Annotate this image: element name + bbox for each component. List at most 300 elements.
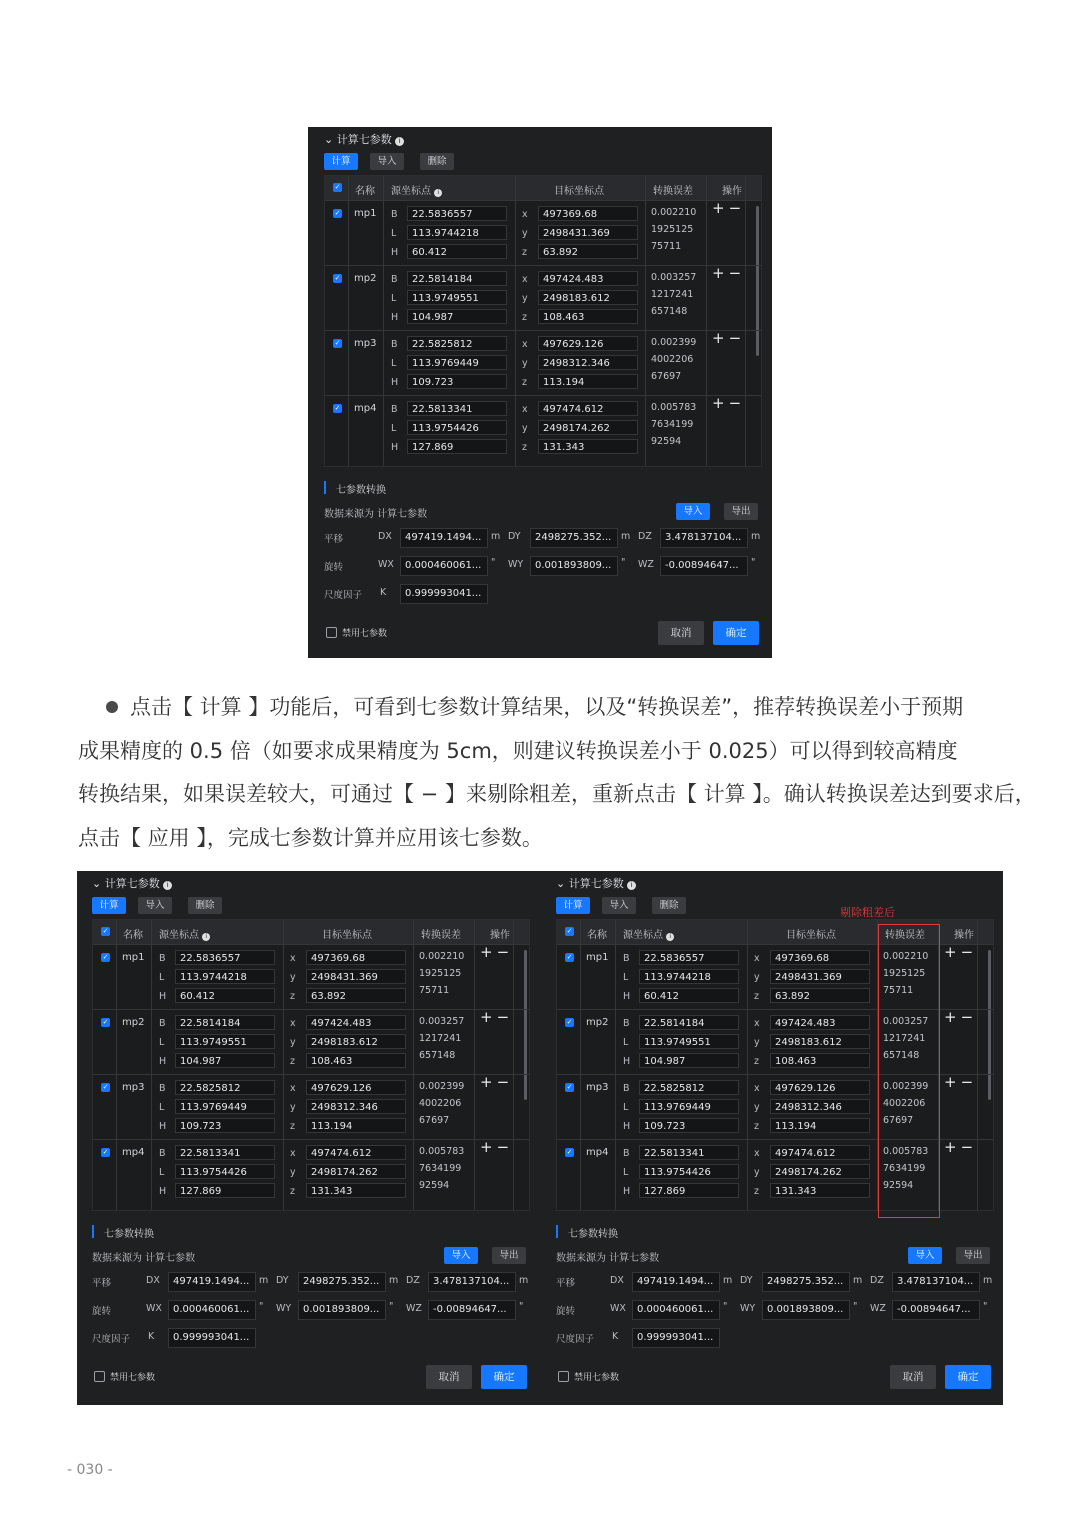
l-label: L bbox=[159, 972, 165, 983]
confirm-button[interactable]: 确定 bbox=[713, 621, 759, 645]
dz-input[interactable]: 3.478137104... bbox=[428, 1272, 516, 1292]
x-label: x bbox=[522, 274, 528, 285]
add-icon[interactable]: + bbox=[944, 1008, 961, 1026]
h-label: H bbox=[159, 1186, 167, 1197]
rotation-label: 旋转 bbox=[556, 1306, 576, 1317]
point-name: mp4 bbox=[586, 1147, 609, 1158]
select-all-checkbox[interactable]: ✓ bbox=[102, 927, 109, 935]
z-label: z bbox=[754, 1186, 759, 1197]
header-source: 源坐标点 i bbox=[159, 926, 210, 941]
info-icon[interactable]: i bbox=[395, 137, 404, 146]
target-z-input[interactable]: 131.343 bbox=[770, 1183, 870, 1198]
target-x-input[interactable]: 497369.68 bbox=[770, 950, 870, 965]
disable-label: 禁用七参数 bbox=[110, 1373, 156, 1383]
source-b-input[interactable]: 22.5814184 bbox=[639, 1015, 739, 1030]
row-checkbox[interactable]: ✓ bbox=[566, 1018, 573, 1026]
z-label: z bbox=[754, 991, 759, 1002]
b-label: B bbox=[159, 1018, 166, 1029]
bullet-icon bbox=[106, 701, 118, 713]
z-label: z bbox=[522, 312, 527, 323]
point-name: mp1 bbox=[122, 952, 145, 963]
source-b-input[interactable]: 22.5813341 bbox=[175, 1145, 275, 1160]
table-row[interactable] bbox=[325, 200, 761, 266]
source-h-input[interactable]: 60.412 bbox=[407, 244, 507, 259]
source-l-input[interactable]: 113.9769449 bbox=[407, 355, 507, 370]
source-h-input[interactable]: 60.412 bbox=[639, 988, 739, 1003]
k-input[interactable]: 0.999993041... bbox=[400, 584, 488, 604]
row-ops bbox=[944, 1008, 977, 1026]
target-y-input[interactable]: 2498431.369 bbox=[538, 225, 638, 240]
table-row[interactable] bbox=[325, 265, 761, 331]
import-button[interactable]: 导入 bbox=[370, 153, 404, 170]
target-z-input[interactable]: 108.463 bbox=[538, 309, 638, 324]
target-x-input[interactable]: 497424.483 bbox=[770, 1015, 870, 1030]
source-l-input[interactable]: 113.9744218 bbox=[407, 225, 507, 240]
target-x-input[interactable]: 497629.126 bbox=[306, 1080, 406, 1095]
wx-input[interactable]: 0.000460061... bbox=[400, 556, 488, 576]
translation-label: 平移 bbox=[324, 534, 344, 545]
row-checkbox[interactable]: ✓ bbox=[102, 1148, 109, 1156]
remove-icon[interactable]: − bbox=[496, 1073, 514, 1091]
table-header bbox=[93, 920, 529, 944]
header-ops: 操作 bbox=[954, 930, 974, 941]
add-icon[interactable]: + bbox=[712, 264, 729, 282]
add-icon[interactable]: + bbox=[480, 1138, 497, 1156]
source-b-input[interactable]: 22.5825812 bbox=[407, 336, 507, 351]
wx-label: WX bbox=[378, 559, 394, 570]
target-x-input[interactable]: 497424.483 bbox=[538, 271, 638, 286]
table-row[interactable] bbox=[93, 1074, 529, 1140]
target-y-input[interactable]: 2498312.346 bbox=[538, 355, 638, 370]
target-x-input[interactable]: 497424.483 bbox=[306, 1015, 406, 1030]
z-label: z bbox=[290, 1121, 295, 1132]
add-icon[interactable]: + bbox=[480, 1008, 497, 1026]
y-label: y bbox=[290, 972, 296, 983]
wy-unit: " bbox=[853, 1301, 858, 1312]
header-name: 名称 bbox=[587, 930, 607, 941]
panel-header[interactable] bbox=[324, 131, 404, 147]
panel-title: 计算七参数 bbox=[568, 877, 624, 890]
import-button[interactable]: 导入 bbox=[138, 897, 172, 914]
target-x-input[interactable]: 497629.126 bbox=[538, 336, 638, 351]
header-source: 源坐标点 i bbox=[391, 182, 442, 197]
delete-button[interactable]: 删除 bbox=[420, 153, 454, 170]
wx-input[interactable]: 0.000460061... bbox=[168, 1300, 256, 1320]
wy-label: WY bbox=[508, 559, 524, 570]
paragraph-line-4: 点击【 应用 】，完成七参数计算并应用该七参数。 bbox=[78, 825, 543, 850]
k-label: K bbox=[380, 587, 387, 598]
dx-input[interactable]: 497419.1494... bbox=[632, 1272, 720, 1292]
source-b-input[interactable]: 22.5836557 bbox=[639, 950, 739, 965]
dy-label: DY bbox=[508, 531, 521, 542]
row-checkbox[interactable]: ✓ bbox=[334, 274, 341, 282]
seven-export-button[interactable]: 导出 bbox=[724, 503, 758, 520]
b-label: B bbox=[391, 404, 398, 415]
target-z-input[interactable]: 63.892 bbox=[538, 244, 638, 259]
l-label: L bbox=[623, 1167, 629, 1178]
b-label: B bbox=[623, 953, 630, 964]
error-value: 0.005783 7634199 92594 bbox=[883, 1146, 929, 1191]
point-name: mp1 bbox=[354, 208, 377, 219]
error-value: 0.002399 4002206 67697 bbox=[419, 1081, 465, 1126]
z-label: z bbox=[290, 1186, 295, 1197]
error-value: 0.002399 4002206 67697 bbox=[651, 337, 697, 382]
wy-input[interactable]: 0.001893809... bbox=[762, 1300, 850, 1320]
section-title: 七参数转换 bbox=[336, 485, 386, 496]
source-l-input[interactable]: 113.9744218 bbox=[639, 969, 739, 984]
source-b-input[interactable]: 22.5836557 bbox=[175, 950, 275, 965]
panel-header[interactable] bbox=[556, 875, 636, 891]
table-row[interactable] bbox=[93, 1009, 529, 1075]
source-b-input[interactable]: 22.5825812 bbox=[639, 1080, 739, 1095]
section-title: 七参数转换 bbox=[568, 1229, 618, 1240]
target-z-input[interactable]: 113.194 bbox=[306, 1118, 406, 1133]
points-table bbox=[92, 919, 530, 1211]
source-h-input[interactable]: 109.723 bbox=[175, 1118, 275, 1133]
table-row[interactable] bbox=[93, 1139, 529, 1205]
screenshot-before bbox=[77, 871, 541, 1405]
source-h-input[interactable]: 60.412 bbox=[175, 988, 275, 1003]
dz-input[interactable]: 3.478137104... bbox=[660, 528, 748, 548]
info-icon[interactable]: i bbox=[666, 933, 674, 941]
target-x-input[interactable]: 497369.68 bbox=[538, 206, 638, 221]
remove-icon[interactable]: − bbox=[728, 329, 746, 347]
dy-unit: m bbox=[621, 531, 631, 542]
target-x-input[interactable]: 497474.612 bbox=[306, 1145, 406, 1160]
header-ops: 操作 bbox=[490, 930, 510, 941]
source-l-input[interactable]: 113.9769449 bbox=[175, 1099, 275, 1114]
target-z-input[interactable]: 131.343 bbox=[306, 1183, 406, 1198]
remove-icon[interactable]: − bbox=[728, 394, 746, 412]
section-accent bbox=[92, 1225, 94, 1238]
table-row[interactable] bbox=[325, 330, 761, 396]
calc-button[interactable]: 计算 bbox=[92, 897, 126, 914]
wx-unit: " bbox=[259, 1301, 264, 1312]
b-label: B bbox=[391, 339, 398, 350]
scale-label: 尺度因子 bbox=[92, 1334, 131, 1345]
l-label: L bbox=[391, 358, 397, 369]
confirm-button[interactable]: 确定 bbox=[481, 1365, 527, 1389]
dy-input[interactable]: 2498275.352... bbox=[298, 1272, 386, 1292]
x-label: x bbox=[522, 339, 528, 350]
source-b-input[interactable]: 22.5814184 bbox=[407, 271, 507, 286]
remove-icon[interactable]: − bbox=[960, 1073, 978, 1091]
point-name: mp2 bbox=[354, 273, 377, 284]
source-b-input[interactable]: 22.5813341 bbox=[639, 1145, 739, 1160]
source-h-input[interactable]: 127.869 bbox=[175, 1183, 275, 1198]
z-label: z bbox=[290, 1056, 295, 1067]
target-y-input[interactable]: 2498183.612 bbox=[538, 290, 638, 305]
source-b-input[interactable]: 22.5825812 bbox=[175, 1080, 275, 1095]
b-label: B bbox=[623, 1083, 630, 1094]
source-l-input[interactable]: 113.9754426 bbox=[639, 1164, 739, 1179]
disable-checkbox[interactable] bbox=[558, 1371, 569, 1382]
select-all-checkbox[interactable]: ✓ bbox=[334, 183, 341, 191]
target-z-input[interactable]: 63.892 bbox=[306, 988, 406, 1003]
calc-button[interactable]: 计算 bbox=[556, 897, 590, 914]
dz-label: DZ bbox=[870, 1275, 884, 1286]
chevron-down-icon[interactable]: ⌄ bbox=[324, 133, 334, 146]
wz-input[interactable]: -0.00894647... bbox=[428, 1300, 516, 1320]
row-checkbox[interactable]: ✓ bbox=[334, 339, 341, 347]
z-label: z bbox=[754, 1056, 759, 1067]
dz-input[interactable]: 3.478137104... bbox=[892, 1272, 980, 1292]
b-label: B bbox=[623, 1148, 630, 1159]
header-ops: 操作 bbox=[722, 186, 742, 197]
error-value: 0.005783 7634199 92594 bbox=[419, 1146, 465, 1191]
panel-header[interactable] bbox=[92, 875, 172, 891]
seven-import-button[interactable]: 导入 bbox=[908, 1247, 942, 1264]
target-z-input[interactable]: 108.463 bbox=[770, 1053, 870, 1068]
x-label: x bbox=[754, 1148, 760, 1159]
cancel-button[interactable]: 取消 bbox=[426, 1365, 472, 1389]
target-y-input[interactable]: 2498312.346 bbox=[306, 1099, 406, 1114]
y-label: y bbox=[754, 1037, 760, 1048]
target-z-input[interactable]: 108.463 bbox=[306, 1053, 406, 1068]
target-y-input[interactable]: 2498431.369 bbox=[770, 969, 870, 984]
paragraph-line-2: 成果精度的 0.5 倍（如要求成果精度为 5cm，则建议转换误差小于 0.025）可以得到较高精度 bbox=[78, 738, 958, 763]
row-checkbox[interactable]: ✓ bbox=[334, 404, 341, 412]
dy-input[interactable]: 2498275.352... bbox=[762, 1272, 850, 1292]
point-name: mp3 bbox=[586, 1082, 609, 1093]
data-source-text: 数据来源为 计算七参数 bbox=[324, 509, 428, 520]
header-error: 转换误差 bbox=[421, 930, 461, 941]
remove-icon[interactable]: − bbox=[960, 1008, 978, 1026]
header-name: 名称 bbox=[355, 186, 375, 197]
error-value: 0.002210 1925125 75711 bbox=[883, 951, 929, 996]
target-y-input[interactable]: 2498174.262 bbox=[770, 1164, 870, 1179]
seven-param-panel bbox=[77, 871, 540, 1402]
l-label: L bbox=[159, 1102, 165, 1113]
source-h-input[interactable]: 127.869 bbox=[407, 439, 507, 454]
header-error: 转换误差 bbox=[885, 930, 925, 941]
target-z-input[interactable]: 63.892 bbox=[770, 988, 870, 1003]
dz-label: DZ bbox=[638, 531, 652, 542]
add-icon[interactable]: + bbox=[480, 943, 497, 961]
annotation-label: 剔除粗差后 bbox=[840, 906, 895, 919]
source-l-input[interactable]: 113.9749551 bbox=[639, 1034, 739, 1049]
source-l-input[interactable]: 113.9769449 bbox=[639, 1099, 739, 1114]
remove-icon[interactable]: − bbox=[960, 1138, 978, 1156]
y-label: y bbox=[754, 1102, 760, 1113]
z-label: z bbox=[522, 247, 527, 258]
row-ops bbox=[944, 1073, 977, 1091]
h-label: H bbox=[159, 991, 167, 1002]
target-z-input[interactable]: 131.343 bbox=[538, 439, 638, 454]
target-y-input[interactable]: 2498431.369 bbox=[306, 969, 406, 984]
remove-icon[interactable]: − bbox=[728, 264, 746, 282]
wz-label: WZ bbox=[870, 1303, 886, 1314]
panel-title: 计算七参数 bbox=[336, 133, 392, 146]
source-l-input[interactable]: 113.9749551 bbox=[407, 290, 507, 305]
dz-label: DZ bbox=[406, 1275, 420, 1286]
disable-checkbox[interactable] bbox=[94, 1371, 105, 1382]
wy-label: WY bbox=[276, 1303, 292, 1314]
source-b-input[interactable]: 22.5836557 bbox=[407, 206, 507, 221]
source-b-input[interactable]: 22.5813341 bbox=[407, 401, 507, 416]
wz-label: WZ bbox=[638, 559, 654, 570]
dx-label: DX bbox=[610, 1275, 624, 1286]
x-label: x bbox=[754, 1083, 760, 1094]
source-h-input[interactable]: 104.987 bbox=[175, 1053, 275, 1068]
dz-unit: m bbox=[751, 531, 761, 542]
cancel-button[interactable]: 取消 bbox=[658, 621, 704, 645]
wx-label: WX bbox=[146, 1303, 162, 1314]
dx-label: DX bbox=[146, 1275, 160, 1286]
k-input[interactable]: 0.999993041... bbox=[632, 1328, 720, 1348]
h-label: H bbox=[159, 1121, 167, 1132]
source-h-input[interactable]: 127.869 bbox=[639, 1183, 739, 1198]
dx-input[interactable]: 497419.1494... bbox=[400, 528, 488, 548]
remove-icon[interactable]: − bbox=[960, 943, 978, 961]
disable-checkbox[interactable] bbox=[326, 627, 337, 638]
source-h-input[interactable]: 104.987 bbox=[407, 309, 507, 324]
rotation-label: 旋转 bbox=[324, 562, 344, 573]
seven-import-button[interactable]: 导入 bbox=[676, 503, 710, 520]
wy-input[interactable]: 0.001893809... bbox=[530, 556, 618, 576]
info-icon[interactable]: i bbox=[163, 881, 172, 890]
screenshot-top bbox=[308, 127, 772, 658]
dz-unit: m bbox=[983, 1275, 993, 1286]
error-value: 0.002210 1925125 75711 bbox=[651, 207, 697, 252]
info-icon[interactable]: i bbox=[202, 933, 210, 941]
row-checkbox[interactable]: ✓ bbox=[102, 953, 109, 961]
point-name: mp1 bbox=[586, 952, 609, 963]
x-label: x bbox=[290, 1083, 296, 1094]
table-row[interactable] bbox=[93, 944, 529, 1010]
add-icon[interactable]: + bbox=[944, 1073, 961, 1091]
target-z-input[interactable]: 113.194 bbox=[770, 1118, 870, 1133]
chevron-down-icon[interactable]: ⌄ bbox=[92, 877, 102, 890]
source-h-input[interactable]: 104.987 bbox=[639, 1053, 739, 1068]
row-ops bbox=[480, 1073, 513, 1091]
target-x-input[interactable]: 497369.68 bbox=[306, 950, 406, 965]
target-x-input[interactable]: 497629.126 bbox=[770, 1080, 870, 1095]
disable-label: 禁用七参数 bbox=[342, 629, 388, 639]
wx-label: WX bbox=[610, 1303, 626, 1314]
source-h-input[interactable]: 109.723 bbox=[639, 1118, 739, 1133]
dx-input[interactable]: 497419.1494... bbox=[168, 1272, 256, 1292]
l-label: L bbox=[623, 972, 629, 983]
seven-import-button[interactable]: 导入 bbox=[444, 1247, 478, 1264]
x-label: x bbox=[754, 953, 760, 964]
wz-input[interactable]: -0.00894647... bbox=[660, 556, 748, 576]
seven-export-button[interactable]: 导出 bbox=[956, 1247, 990, 1264]
y-label: y bbox=[290, 1102, 296, 1113]
target-x-input[interactable]: 497474.612 bbox=[538, 401, 638, 416]
source-l-input[interactable]: 113.9754426 bbox=[407, 420, 507, 435]
row-ops bbox=[712, 264, 745, 282]
delete-button[interactable]: 删除 bbox=[188, 897, 222, 914]
y-label: y bbox=[754, 972, 760, 983]
delete-button[interactable]: 删除 bbox=[652, 897, 686, 914]
table-row[interactable] bbox=[325, 395, 761, 461]
wz-input[interactable]: -0.00894647... bbox=[892, 1300, 980, 1320]
translation-label: 平移 bbox=[556, 1278, 576, 1289]
source-l-input[interactable]: 113.9754426 bbox=[175, 1164, 275, 1179]
scale-label: 尺度因子 bbox=[324, 590, 363, 601]
point-name: mp4 bbox=[122, 1147, 145, 1158]
error-value: 0.002399 4002206 67697 bbox=[883, 1081, 929, 1126]
add-icon[interactable]: + bbox=[712, 199, 729, 217]
wy-unit: " bbox=[389, 1301, 394, 1312]
calc-button[interactable]: 计算 bbox=[324, 153, 358, 170]
row-checkbox[interactable]: ✓ bbox=[566, 1083, 573, 1091]
remove-icon[interactable]: − bbox=[496, 1138, 514, 1156]
select-all-checkbox[interactable]: ✓ bbox=[566, 927, 573, 935]
source-l-input[interactable]: 113.9749551 bbox=[175, 1034, 275, 1049]
import-button[interactable]: 导入 bbox=[602, 897, 636, 914]
dy-unit: m bbox=[389, 1275, 399, 1286]
add-icon[interactable]: + bbox=[480, 1073, 497, 1091]
row-checkbox[interactable]: ✓ bbox=[102, 1083, 109, 1091]
header-target: 目标坐标点 bbox=[322, 930, 372, 941]
add-icon[interactable]: + bbox=[944, 1138, 961, 1156]
cancel-button[interactable]: 取消 bbox=[890, 1365, 936, 1389]
remove-icon[interactable]: − bbox=[728, 199, 746, 217]
target-y-input[interactable]: 2498183.612 bbox=[770, 1034, 870, 1049]
seven-param-panel bbox=[308, 127, 772, 658]
confirm-button[interactable]: 确定 bbox=[945, 1365, 991, 1389]
row-checkbox[interactable]: ✓ bbox=[566, 953, 573, 961]
y-label: y bbox=[754, 1167, 760, 1178]
dy-unit: m bbox=[853, 1275, 863, 1286]
target-y-input[interactable]: 2498183.612 bbox=[306, 1034, 406, 1049]
remove-icon[interactable]: − bbox=[496, 943, 514, 961]
target-y-input[interactable]: 2498174.262 bbox=[538, 420, 638, 435]
dy-input[interactable]: 2498275.352... bbox=[530, 528, 618, 548]
add-icon[interactable]: + bbox=[944, 943, 961, 961]
wx-unit: " bbox=[491, 557, 496, 568]
y-label: y bbox=[522, 358, 528, 369]
wx-input[interactable]: 0.000460061... bbox=[632, 1300, 720, 1320]
target-z-input[interactable]: 113.194 bbox=[538, 374, 638, 389]
source-b-input[interactable]: 22.5814184 bbox=[175, 1015, 275, 1030]
table-header bbox=[325, 176, 761, 200]
k-input[interactable]: 0.999993041... bbox=[168, 1328, 256, 1348]
dx-label: DX bbox=[378, 531, 392, 542]
l-label: L bbox=[391, 293, 397, 304]
add-icon[interactable]: + bbox=[712, 329, 729, 347]
add-icon[interactable]: + bbox=[712, 394, 729, 412]
dx-unit: m bbox=[259, 1275, 269, 1286]
source-l-input[interactable]: 113.9744218 bbox=[175, 969, 275, 984]
wy-input[interactable]: 0.001893809... bbox=[298, 1300, 386, 1320]
chevron-down-icon[interactable]: ⌄ bbox=[556, 877, 566, 890]
info-icon[interactable]: i bbox=[627, 881, 636, 890]
l-label: L bbox=[391, 228, 397, 239]
header-target: 目标坐标点 bbox=[786, 930, 836, 941]
dz-unit: m bbox=[519, 1275, 529, 1286]
row-ops bbox=[480, 1008, 513, 1026]
source-h-input[interactable]: 109.723 bbox=[407, 374, 507, 389]
wy-unit: " bbox=[621, 557, 626, 568]
info-icon[interactable]: i bbox=[434, 189, 442, 197]
scale-label: 尺度因子 bbox=[556, 1334, 595, 1345]
header-target: 目标坐标点 bbox=[554, 186, 604, 197]
target-y-input[interactable]: 2498174.262 bbox=[306, 1164, 406, 1179]
seven-export-button[interactable]: 导出 bbox=[492, 1247, 526, 1264]
remove-icon[interactable]: − bbox=[496, 1008, 514, 1026]
target-x-input[interactable]: 497474.612 bbox=[770, 1145, 870, 1160]
row-checkbox[interactable]: ✓ bbox=[566, 1148, 573, 1156]
l-label: L bbox=[159, 1167, 165, 1178]
row-checkbox[interactable]: ✓ bbox=[334, 209, 341, 217]
highlight-box bbox=[878, 924, 940, 1218]
row-checkbox[interactable]: ✓ bbox=[102, 1018, 109, 1026]
target-y-input[interactable]: 2498312.346 bbox=[770, 1099, 870, 1114]
row-ops bbox=[480, 1138, 513, 1156]
